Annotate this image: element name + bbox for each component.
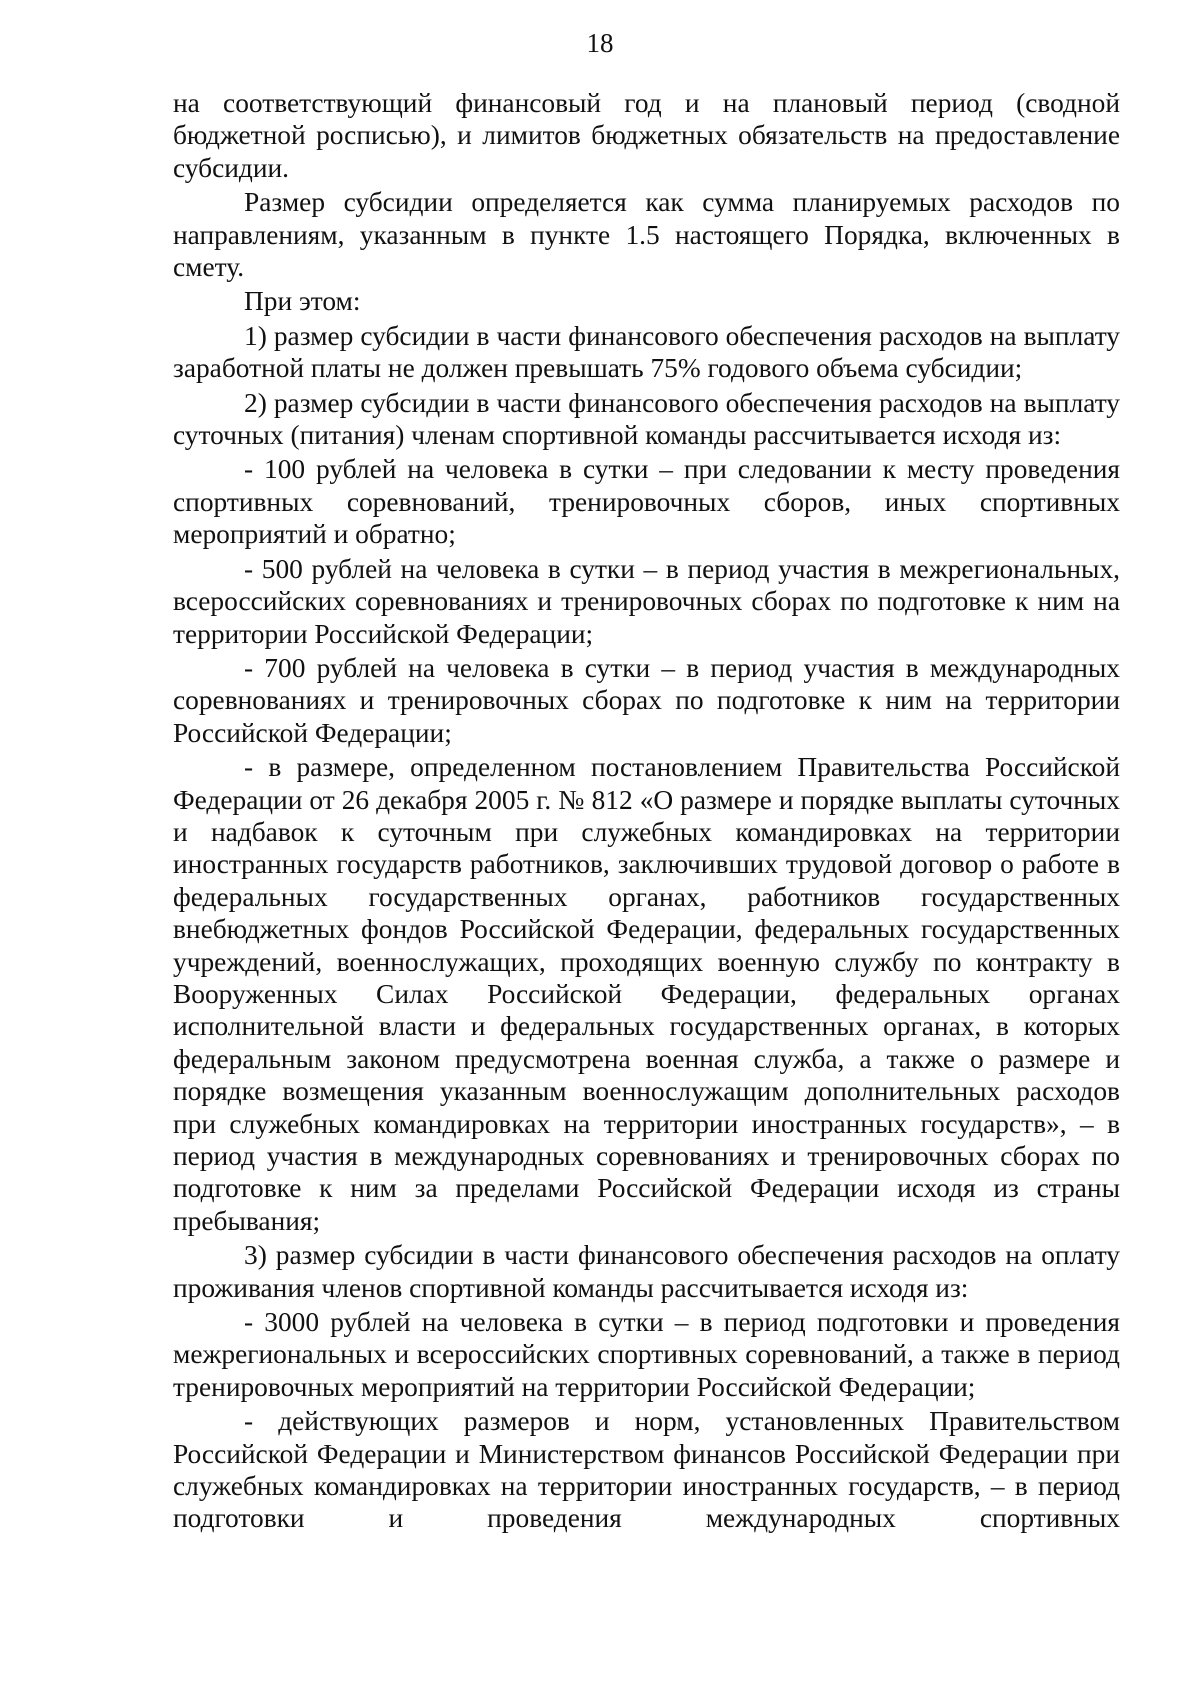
paragraph-wherein: При этом: — [244, 286, 361, 317]
paragraph-bullet-500-rubles: - 500 рублей на человека в сутки – в период участия в межрегиональных, всероссийских соревнованиях и тренировочных сборах по подготовке к ним на территории Российской Федерации; — [173, 553, 1120, 649]
paragraph-bullet-700-rubles: - 700 рублей на человека в сутки – в период участия в международных соревнованиях и тренировочных сборах по подготовке к ним на территории Российской Федерации; — [173, 652, 1120, 748]
page-number: 18 — [586, 28, 614, 58]
paragraph-item-3-accommodation: 3) размер субсидии в части финансового обеспечения расходов на оплату проживания членов спортивной команды рассчитывается исходя из: — [173, 1240, 1120, 1303]
paragraph-item-1-salary: 1) размер субсидии в части финансового обеспечения расходов на выплату заработной платы не должен превышать 75% годового объема субсидии; — [173, 320, 1120, 384]
paragraph-bullet-government-norms: - действующих размеров и норм, установленных Правительством Российской Федерации и Министерством финансов Российской Федерации при служебных командировках на территории иностранных государств, – в период подготовки и проведения международных спортивных — [173, 1406, 1120, 1534]
document-body — [173, 87, 1120, 1537]
paragraph-subsidy-size: Размер субсидии определяется как сумма планируемых расходов по направлениям, указанным в пункте 1.5 настоящего Порядка, включенных в смету. — [173, 187, 1120, 283]
paragraph-item-2-daily-allowance: 2) размер субсидии в части финансового обеспечения расходов на выплату суточных (питания) членам спортивной команды рассчитывается исходя из: — [173, 387, 1120, 451]
paragraph-bullet-3000-rubles: - 3000 рублей на человека в сутки – в период подготовки и проведения межрегиональных и всероссийских спортивных соревнований, а также в период тренировочных мероприятий на территории Российской Федерации; — [173, 1307, 1120, 1402]
paragraph-bullet-decree-812: - в размере, определенном постановлением Правительства Российской Федерации от 26 декабря 2005 г. № 812 «О размере и порядке выплаты суточных и надбавок к суточным при служебных командировках на территории иностранных государств работников, заключивших трудовой договор о работе в федеральных государственных органах, работников государственных внебюджетных фондов Российской Федерации, федеральных государственных учреждений, военнослужащих, проходящих военную службу по контракту в Вооруженных Силах Российской Федерации, федеральных органах исполнительной власти и федеральных государственных органах, в которых федеральным законом предусмотрена военная служба, а также о размере и порядке возмещения указанным военнослужащим дополнительных расходов при служебных командировках на территории иностранных государств», – в период участия в международных соревнованиях и тренировочных сборах по подготовке к ним за пределами Российской Федерации исходя из страны пребывания; — [173, 752, 1120, 1236]
paragraph-continuation: на соответствующий финансовый год и на плановый период (сводной бюджетной росписью), и лимитов бюджетных обязательств на предоставление субсидии. — [173, 88, 1120, 183]
paragraph-bullet-100-rubles: - 100 рублей на человека в сутки – при следовании к месту проведения спортивных соревнований, тренировочных сборов, иных спортивных мероприятий и обратно; — [173, 454, 1120, 550]
